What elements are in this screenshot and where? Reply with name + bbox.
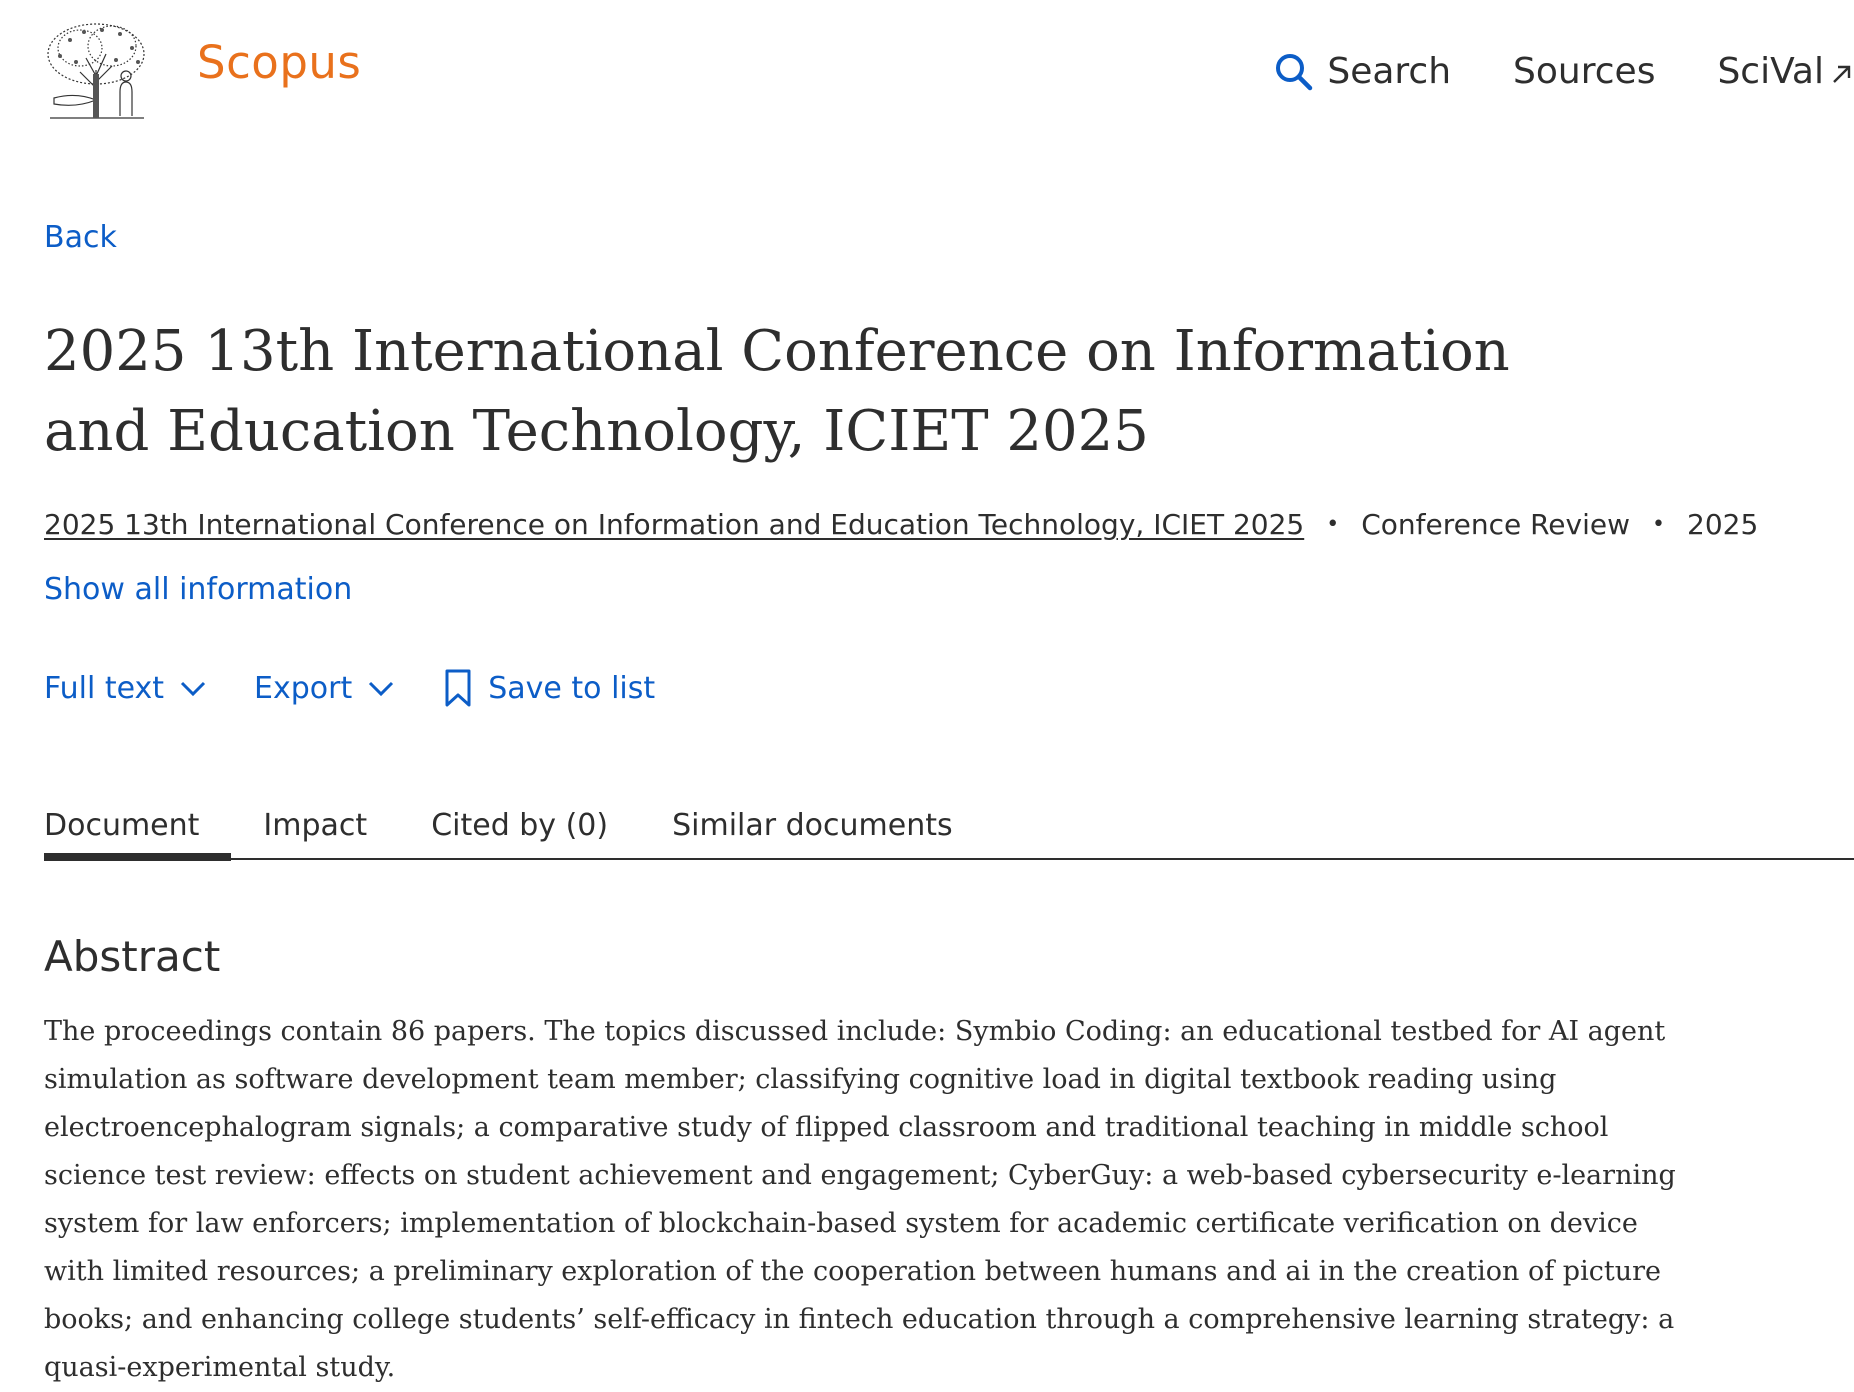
back-link[interactable]: Back [44,220,117,255]
full-text-label: Full text [44,670,165,706]
tab-document[interactable]: Document [44,800,199,858]
save-to-list-button[interactable] [442,668,655,708]
source-title-link[interactable]: 2025 13th International Conference on Information and Education Technology, ICIET 2025 [44,508,1305,541]
chevron-down-icon [178,673,208,703]
tab-cited-by[interactable]: Cited by (0) [431,808,609,843]
nav-sources-label: Sources [1513,50,1656,92]
document-year: 2025 [1687,508,1759,541]
nav-sources-link[interactable] [1513,51,1655,92]
nav-scival-link[interactable] [1717,51,1854,92]
top-nav [1211,46,1854,96]
separator-dot: • [1652,512,1665,537]
show-all-information-link[interactable]: Show all information [44,572,353,607]
page-title: 2025 13th International Conference on Information and Education Technology, ICIET 2025 [44,319,1510,464]
bookmark-icon [442,668,474,708]
elsevier-tree-logo-icon[interactable] [40,18,152,122]
document-actions [44,664,701,712]
abstract-text: The proceedings contain 86 papers. The topics discussed include: Symbio Coding: an educational testbed for AI agent simulation as software development team member; classifying cognitive load in digital textbook reading using electroencephalogram signals; a comparative study of flipped classroom and traditional teaching in middle school science test review: effects on student achievement and engagement; CyberGuy: a web-based cybersecurity e-learning system for law enforcers; implementation of blockchain-based system for academic certificate verification on device with limited resources; a preliminary exploration of the cooperation between humans and ai in the creation of picture books; and enhancing college students’ self-efficacy in fintech education through a comprehensive learning strategy: a quasi-experimental study. [44,1016,1676,1383]
tab-similar-documents[interactable]: Similar documents [672,808,953,843]
scopus-brand[interactable]: Scopus [197,36,362,89]
chevron-down-icon [366,673,396,703]
save-to-list-label: Save to list [488,670,656,706]
search-icon [1273,51,1313,91]
external-link-icon [1830,62,1854,86]
export-label: Export [254,670,353,706]
nav-search-link[interactable] [1273,51,1451,92]
export-dropdown-button[interactable] [254,671,396,706]
header [0,0,1854,140]
abstract-heading: Abstract [44,932,221,981]
document-type: Conference Review [1361,508,1631,541]
document-meta [44,508,1758,541]
document-tabs [44,800,1854,860]
separator-dot: • [1326,512,1340,537]
nav-scival-label: SciVal [1717,50,1824,92]
nav-search-label: Search [1327,50,1452,92]
tab-impact[interactable]: Impact [263,808,368,843]
full-text-dropdown-button[interactable] [44,671,208,706]
